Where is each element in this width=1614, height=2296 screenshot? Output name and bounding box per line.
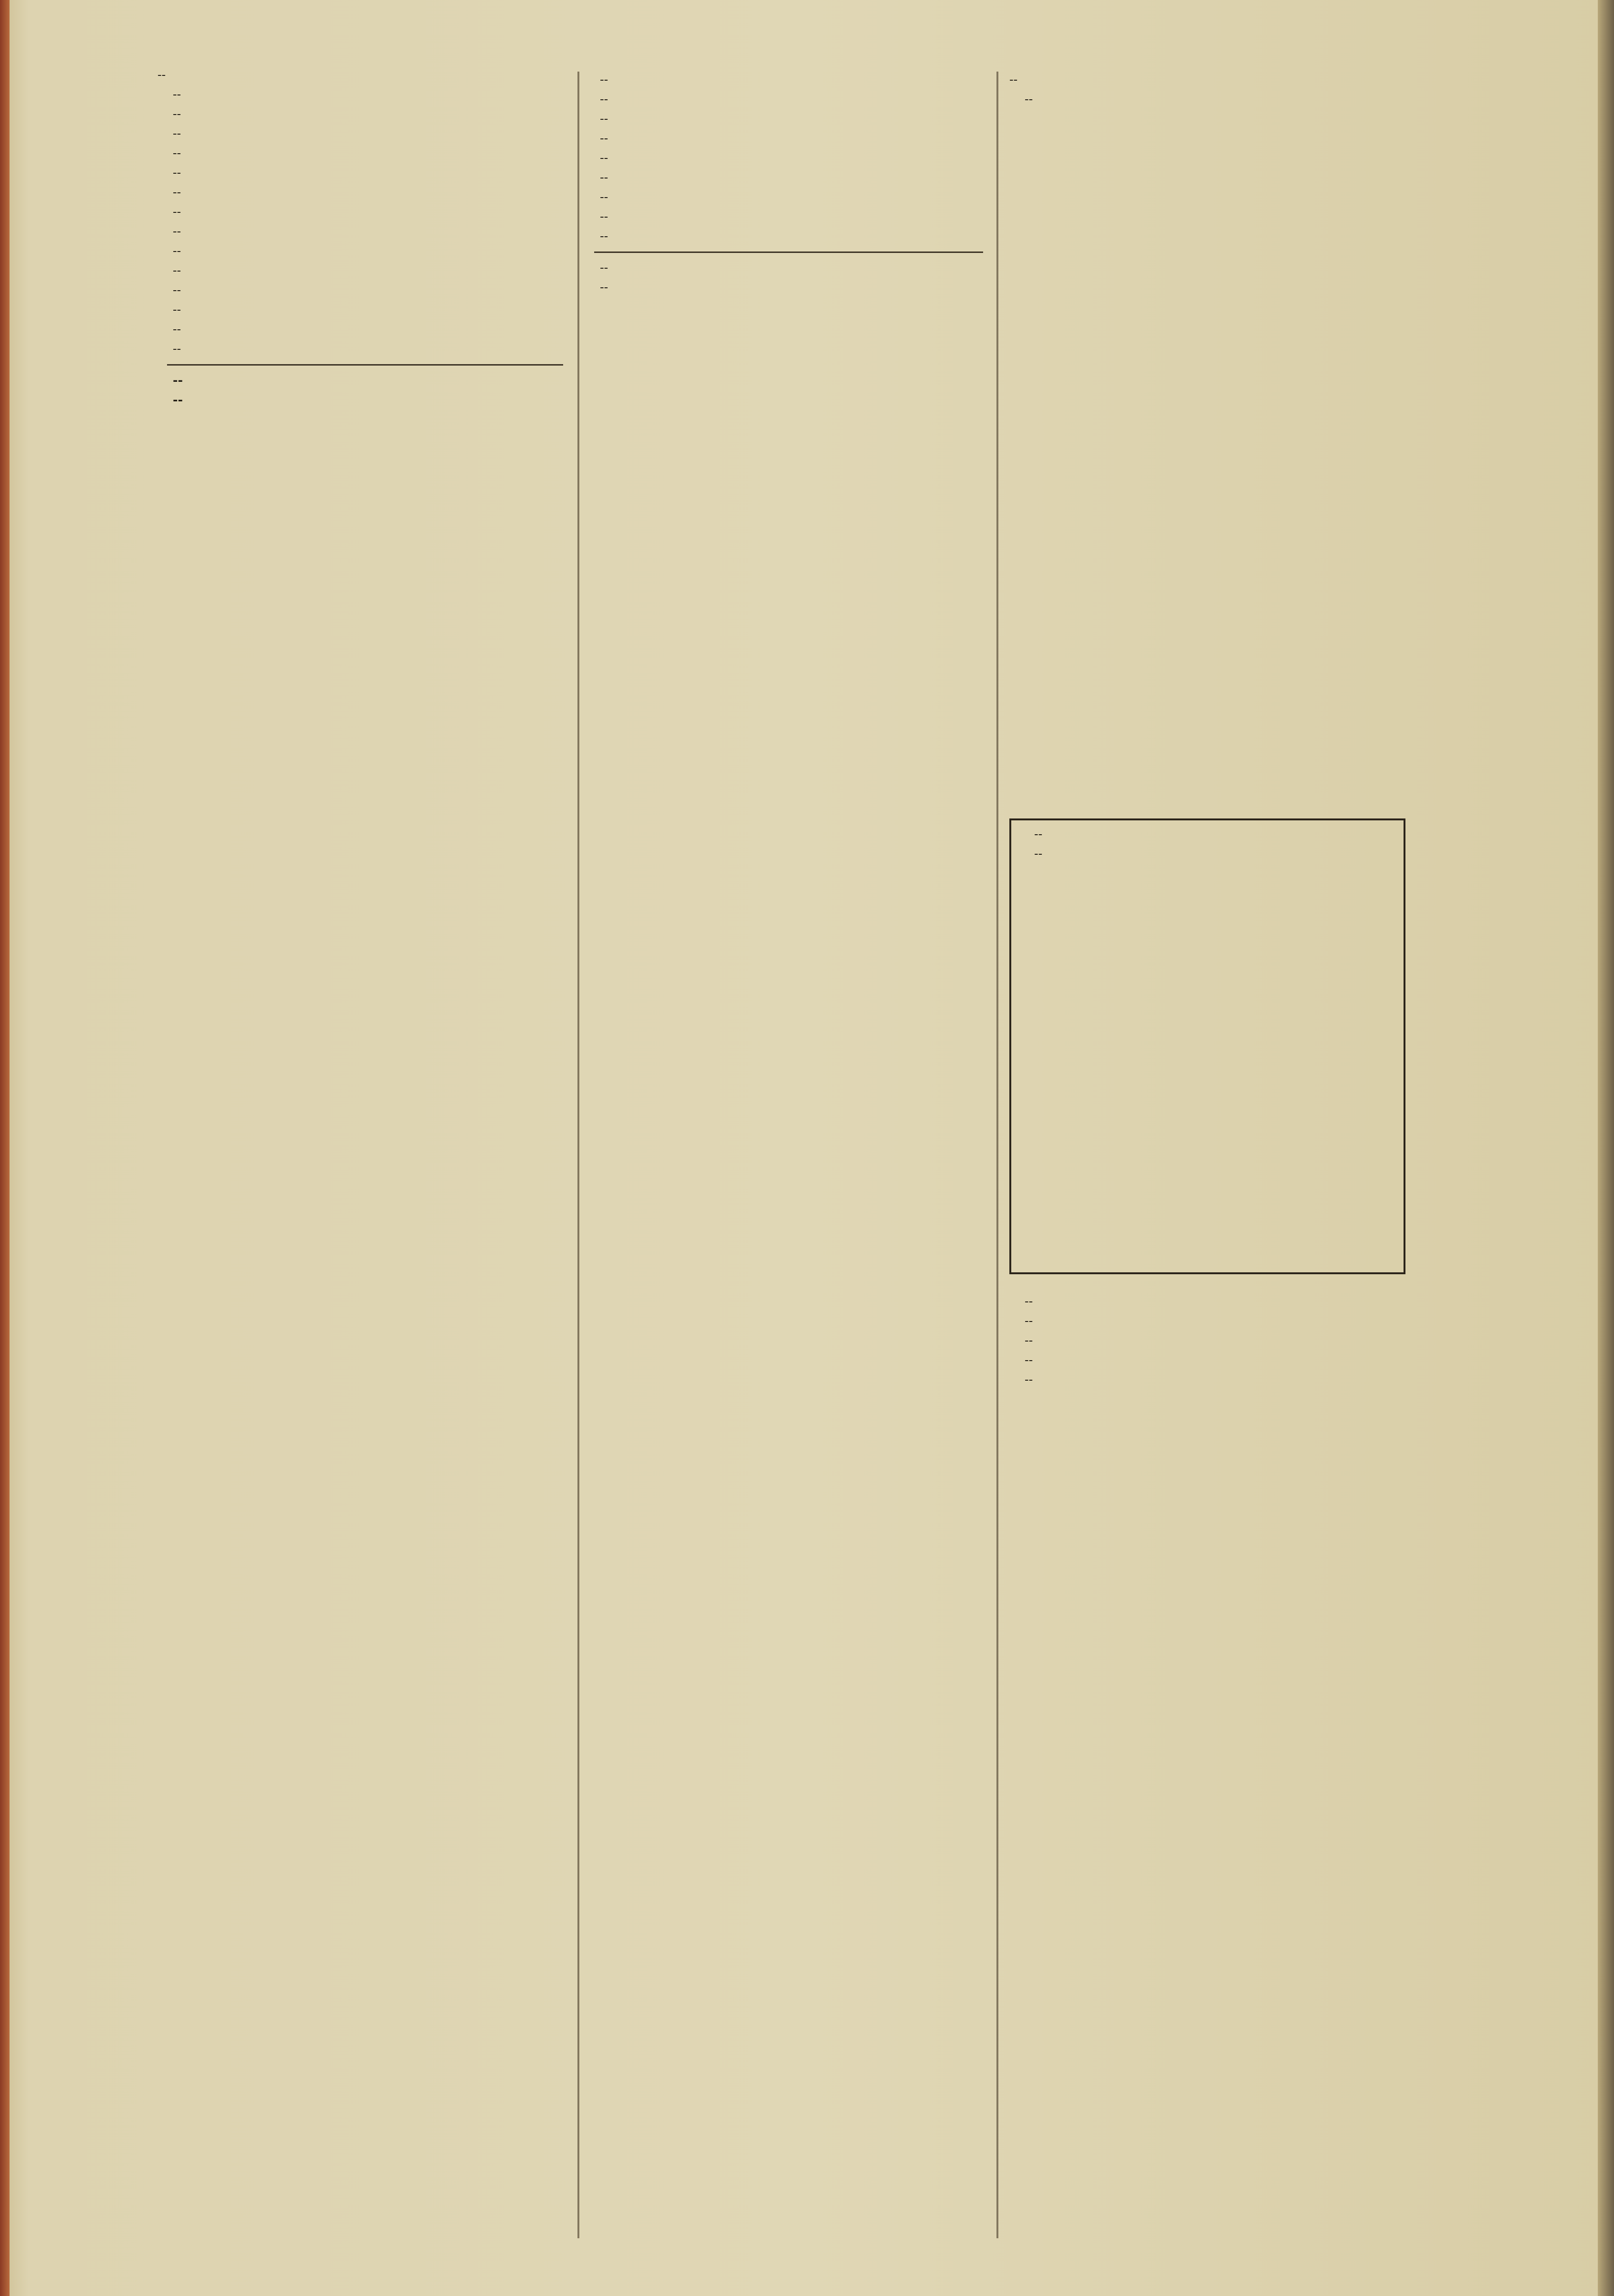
article: -- [173, 126, 181, 141]
page-left-edge [0, 0, 10, 2296]
article: -- [173, 87, 181, 102]
article: -- [173, 205, 181, 219]
page-right-edge [1598, 0, 1614, 2296]
column-rule [577, 72, 579, 2238]
news-item: -- [1034, 827, 1043, 841]
article-paragraph: -- [600, 210, 608, 224]
article-paragraph: -- [600, 151, 608, 165]
article: -- [173, 107, 181, 121]
notice: -- [173, 283, 181, 297]
article-paragraph: -- [600, 112, 608, 126]
column-right-upper [1009, 72, 1410, 811]
article-paragraph: -- [600, 131, 608, 146]
article: -- [173, 224, 181, 239]
news-item: -- [600, 280, 608, 294]
notice: -- [173, 342, 181, 356]
news-item: -- [1034, 847, 1043, 861]
article-paragraph: -- [600, 73, 608, 87]
article-paragraph: -- [1025, 1333, 1033, 1348]
article-paragraph: -- [1025, 1353, 1033, 1367]
theatre-box [1009, 818, 1405, 1274]
column-middle [585, 67, 993, 2243]
column-right-lower [1009, 1289, 1410, 2238]
divider [594, 252, 983, 253]
notice: -- [173, 303, 181, 317]
article-paragraph: -- [1009, 73, 1018, 87]
article: -- [173, 244, 181, 258]
news-item: -- [600, 261, 608, 275]
article: -- [173, 373, 183, 388]
article-paragraph: -- [1025, 1373, 1033, 1387]
article: -- [173, 263, 181, 278]
news-item: -- [1025, 92, 1033, 106]
article-paragraph: -- [1025, 1314, 1033, 1328]
article: -- [173, 146, 181, 160]
article-paragraph: -- [600, 229, 608, 243]
notice: -- [173, 322, 181, 336]
article-paragraph: -- [600, 170, 608, 185]
column-left [157, 67, 573, 2243]
article-paragraph: -- [600, 190, 608, 204]
article-paragraph: -- [600, 92, 608, 106]
article: -- [173, 393, 183, 407]
article: -- [157, 68, 166, 82]
article: -- [173, 185, 181, 199]
article: -- [173, 166, 181, 180]
column-rule [996, 72, 998, 2238]
article-paragraph: -- [1025, 1294, 1033, 1309]
divider [167, 364, 563, 366]
